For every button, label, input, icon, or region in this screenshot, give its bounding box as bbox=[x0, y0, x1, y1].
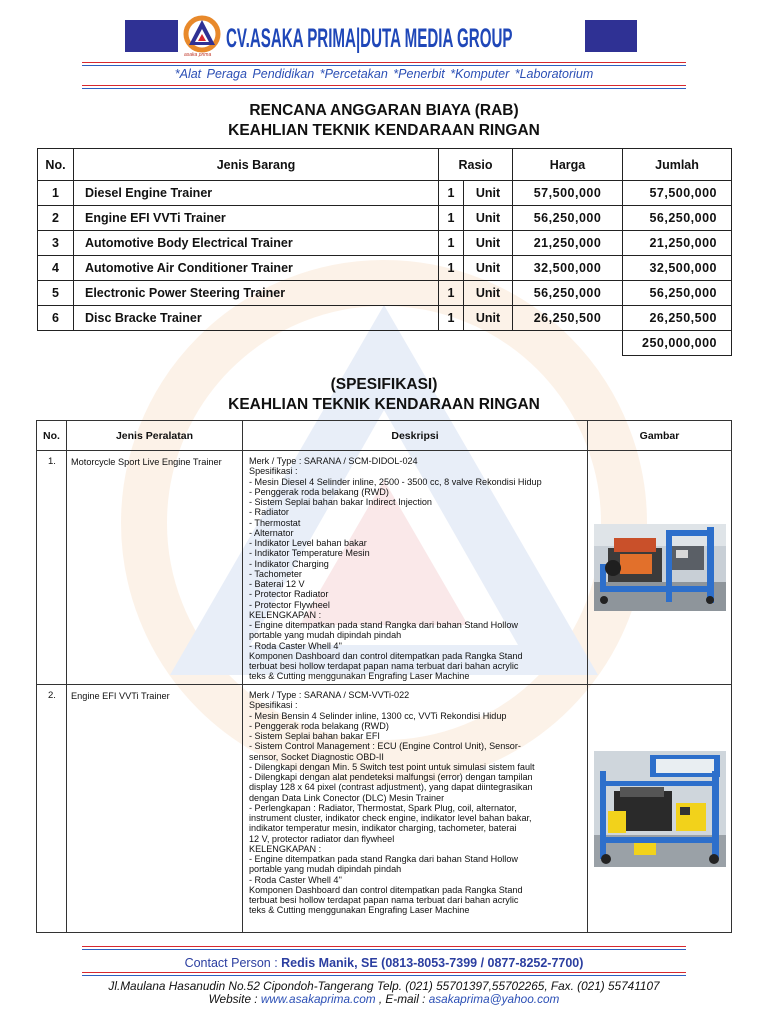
tagline: *Alat Peraga Pendidikan *Percetakan *Penerbit *Komputer *Laboratorium bbox=[174, 67, 594, 81]
spec-header-equipment: Jenis Peralatan bbox=[67, 421, 243, 451]
rab-row-unit: Unit bbox=[464, 206, 513, 231]
rab-row-unit: Unit bbox=[464, 181, 513, 206]
description-line: - Engine ditempatkan pada stand Rangka dari bahan Stand Hollow bbox=[249, 620, 518, 630]
description-line: - Sistem Seplai bahan bakar Indirect Injection bbox=[249, 497, 432, 507]
description-line: 12 V, protector radiator dan flywheel bbox=[249, 833, 395, 844]
description-line: - Sistem Control Management : ECU (Engine Control Unit), Sensor- bbox=[249, 741, 521, 752]
rab-title: RENCANA ANGGARAN BIAYA (RAB) bbox=[249, 102, 519, 119]
description-line: instrument cluster, indikator check engine, indikator level bahan bakar, bbox=[249, 813, 532, 823]
rab-total-row bbox=[38, 331, 732, 356]
rab-header-amount: Jumlah bbox=[623, 149, 732, 181]
rab-header-no: No. bbox=[38, 149, 74, 181]
description-line: - Roda Caster Whell 4'' bbox=[249, 874, 342, 885]
description-line: - Sistem Seplai bahan bakar EFI bbox=[249, 731, 380, 741]
spec-row-no: 1. bbox=[37, 451, 67, 685]
description-line: - Mesin Diesel 4 Selinder inline, 2500 - 3500 cc, 8 valve Rekondisi Hidup bbox=[249, 476, 542, 487]
rab-header-item: Jenis Barang bbox=[74, 149, 439, 181]
rab-row-price: 21,250,000 bbox=[513, 231, 623, 256]
rab-row-amount: 57,500,000 bbox=[623, 181, 732, 206]
rab-grand-total: 250,000,000 bbox=[623, 331, 732, 356]
description-line: - Engine ditempatkan pada stand Rangka dari bahan Stand Hollow bbox=[249, 854, 518, 864]
company-address: Jl.Maulana Hasanudin No.52 Cipondoh-Tangerang Telp. (021) 55701397,55702265, Fax. (021) 55741107 bbox=[108, 979, 660, 993]
description-line: Spesifikasi : bbox=[249, 700, 298, 711]
rab-row-amount: 26,250,500 bbox=[623, 306, 732, 331]
header-rule-bottom bbox=[82, 85, 686, 89]
description-line: - Alternator bbox=[249, 527, 294, 538]
spec-row-description bbox=[243, 451, 588, 685]
rab-row-qty: 1 bbox=[439, 281, 464, 306]
description-line: - Dilengkapi dengan alat pendeteksi malfungsi (error) dengan tampilan bbox=[249, 772, 533, 782]
description-line: Komponen Dashboard dan control ditempatkan pada Rangka Stand bbox=[249, 650, 523, 661]
description-line: sensor, Socket Diagnostic OBD-II bbox=[249, 751, 384, 762]
rab-row-amount: 21,250,000 bbox=[623, 231, 732, 256]
description-line: teks & Cutting menggunakan Engrafing Laser Machine bbox=[249, 671, 470, 682]
footer-rule bbox=[82, 946, 686, 950]
rab-row-item: Engine EFI VVTi Trainer bbox=[74, 206, 439, 231]
description-line: portable yang mudah dipindah pindah bbox=[249, 864, 402, 875]
description-line: terbuat besi hollow terdapat papan nama terbuat dari bahan acrylic bbox=[249, 661, 519, 671]
table-row bbox=[37, 451, 732, 685]
table-row bbox=[38, 181, 732, 206]
description-line: Merk / Type : SARANA / SCM-VVTi-022 bbox=[249, 690, 410, 700]
description-line: indikator temperatur mesin, indikator charging, tachometer, baterai bbox=[249, 823, 517, 834]
rab-row-item: Automotive Body Electrical Trainer bbox=[74, 231, 439, 256]
description-line: - Roda Caster Whell 4'' bbox=[249, 640, 342, 651]
rab-row-price: 56,250,000 bbox=[513, 206, 623, 231]
description-line: display 128 x 64 pixel (contrast adjustment), yang dapat diintegrasikan bbox=[249, 782, 533, 793]
table-row bbox=[38, 306, 732, 331]
engine-trainer-photo bbox=[594, 524, 726, 611]
spec-row-image bbox=[588, 685, 732, 933]
rab-row-qty: 1 bbox=[439, 231, 464, 256]
contact-label: Contact Person : bbox=[184, 956, 278, 970]
description-line: - Protector Radiator bbox=[249, 589, 329, 600]
rab-row-no: 1 bbox=[38, 181, 74, 206]
header-block-right bbox=[585, 20, 637, 52]
rab-table bbox=[37, 148, 732, 356]
spec-header-row bbox=[37, 421, 732, 451]
description-line: teks & Cutting menggunakan Engrafing Laser Machine bbox=[249, 905, 470, 916]
description-line: - Mesin Bensin 4 Selinder inline, 1300 cc, VVTi Rekondisi Hidup bbox=[249, 710, 507, 721]
rab-row-qty: 1 bbox=[439, 206, 464, 231]
table-row bbox=[37, 685, 732, 933]
rab-row-price: 56,250,000 bbox=[513, 281, 623, 306]
rab-row-unit: Unit bbox=[464, 256, 513, 281]
rab-row-price: 26,250,500 bbox=[513, 306, 623, 331]
description-line: - Thermostat bbox=[249, 517, 301, 528]
description-line: dengan Data Link Conector (DLC) Mesin Trainer bbox=[249, 792, 445, 803]
description-line: - Radiator bbox=[249, 507, 289, 518]
contact-person bbox=[0, 955, 768, 971]
rab-row-no: 2 bbox=[38, 206, 74, 231]
rab-row-qty: 1 bbox=[439, 306, 464, 331]
rab-row-no: 5 bbox=[38, 281, 74, 306]
rab-row-amount: 56,250,000 bbox=[623, 206, 732, 231]
table-row bbox=[38, 281, 732, 306]
rab-row-item: Automotive Air Conditioner Trainer bbox=[74, 256, 439, 281]
email-label: , E-mail : bbox=[378, 992, 426, 1006]
logo-caption: asaka prima bbox=[184, 52, 212, 58]
rab-header-ratio: Rasio bbox=[439, 149, 513, 181]
website-link[interactable]: www.asakaprima.com bbox=[260, 992, 376, 1006]
spec-header-no: No. bbox=[37, 421, 67, 451]
website-label: Website : bbox=[208, 992, 258, 1006]
spec-row-image bbox=[588, 451, 732, 685]
rab-row-unit: Unit bbox=[464, 231, 513, 256]
description-line: - Penggerak roda belakang (RWD) bbox=[249, 486, 389, 497]
email-link[interactable]: asakaprima@yahoo.com bbox=[428, 992, 560, 1006]
table-row bbox=[38, 206, 732, 231]
description-line: KELENGKAPAN : bbox=[249, 843, 322, 854]
rab-row-unit: Unit bbox=[464, 306, 513, 331]
rab-row-no: 6 bbox=[38, 306, 74, 331]
spec-row-no: 2. bbox=[37, 685, 67, 933]
description-line: - Dilengkapi dengan Min. 5 Switch test point untuk simulasi sistem fault bbox=[249, 761, 535, 772]
spec-row-name: Motorcycle Sport Live Engine Trainer bbox=[67, 451, 243, 685]
header-block-left bbox=[125, 20, 178, 52]
header-rule bbox=[82, 62, 686, 66]
spec-header-description: Deskripsi bbox=[243, 421, 588, 451]
rab-row-price: 32,500,000 bbox=[513, 256, 623, 281]
rab-row-item: Disc Bracke Trainer bbox=[74, 306, 439, 331]
website-email-line bbox=[0, 993, 768, 1006]
description-line: portable yang mudah dipindah pindah bbox=[249, 630, 402, 641]
description-line: - Tachometer bbox=[249, 568, 302, 579]
contact-value: Redis Manik, SE (0813-8053-7399 / 0877-8252-7700) bbox=[281, 956, 584, 970]
spec-row-name: Engine EFI VVTi Trainer bbox=[67, 685, 243, 933]
rab-row-price: 57,500,000 bbox=[513, 181, 623, 206]
table-row bbox=[38, 256, 732, 281]
table-row bbox=[38, 231, 732, 256]
rab-row-unit: Unit bbox=[464, 281, 513, 306]
description-line: - Perlengkapan : Radiator, Thermostat, Spark Plug, coil, alternator, bbox=[249, 802, 517, 813]
spec-row-description bbox=[243, 685, 588, 933]
footer-rule-bottom bbox=[82, 972, 686, 976]
spec-header-image: Gambar bbox=[588, 421, 732, 451]
rab-row-item: Diesel Engine Trainer bbox=[74, 181, 439, 206]
engine-trainer-photo bbox=[594, 751, 726, 867]
rab-row-qty: 1 bbox=[439, 181, 464, 206]
description-line: Komponen Dashboard dan control ditempatkan pada Rangka Stand bbox=[249, 884, 523, 895]
description-line: - Indikator Charging bbox=[249, 558, 329, 569]
description-line: Merk / Type : SARANA / SCM-DIDOL-024 bbox=[249, 456, 418, 466]
rab-total-spacer bbox=[38, 331, 623, 356]
rab-row-no: 4 bbox=[38, 256, 74, 281]
description-line: Spesifikasi : bbox=[249, 466, 298, 477]
spec-table bbox=[36, 420, 732, 933]
company-name: CV.ASAKA PRIMA|DUTA MEDIA GROUP bbox=[226, 23, 513, 53]
description-line: - Indikator Level bahan bakar bbox=[249, 538, 367, 548]
rab-row-no: 3 bbox=[38, 231, 74, 256]
company-logo-icon bbox=[179, 14, 225, 54]
rab-row-amount: 32,500,000 bbox=[623, 256, 732, 281]
rab-header-price: Harga bbox=[513, 149, 623, 181]
rab-row-item: Electronic Power Steering Trainer bbox=[74, 281, 439, 306]
description-line: - Protector Flywheel bbox=[249, 599, 330, 610]
spec-title: (SPESIFIKASI) bbox=[330, 376, 438, 393]
rab-subtitle: KEAHLIAN TEKNIK KENDARAAN RINGAN bbox=[228, 122, 540, 139]
rab-row-qty: 1 bbox=[439, 256, 464, 281]
rab-row-amount: 56,250,000 bbox=[623, 281, 732, 306]
description-line: KELENGKAPAN : bbox=[249, 609, 322, 620]
description-line: - Indikator Temperature Mesin bbox=[249, 548, 370, 559]
description-line: - Penggerak roda belakang (RWD) bbox=[249, 720, 389, 731]
description-line: terbuat besi hollow terdapat papan nama terbuat dari bahan acrylic bbox=[249, 895, 519, 905]
spec-subtitle: KEAHLIAN TEKNIK KENDARAAN RINGAN bbox=[228, 396, 540, 413]
description-line: - Baterai 12 V bbox=[249, 579, 305, 589]
rab-header-row bbox=[38, 149, 732, 181]
